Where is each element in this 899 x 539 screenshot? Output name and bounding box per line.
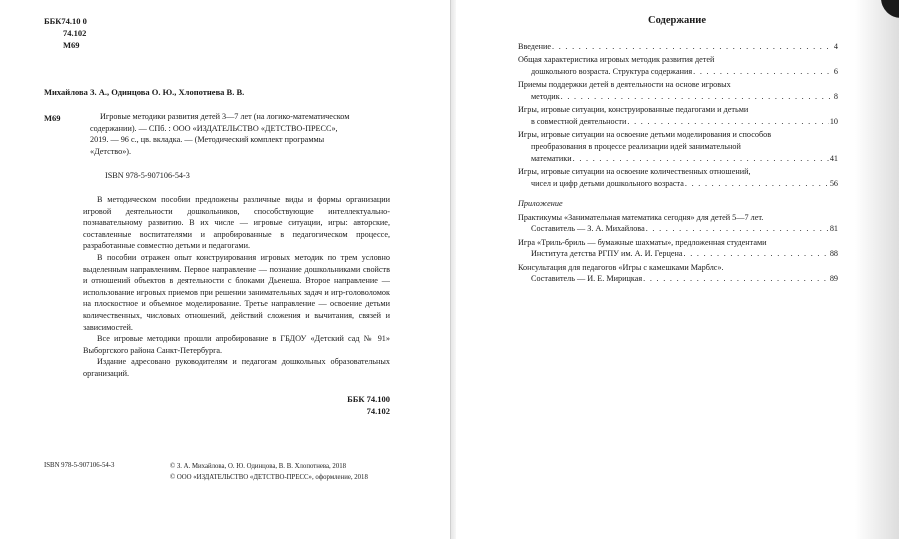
author-mark: М69: [63, 40, 80, 50]
toc-page-number: 4: [833, 42, 838, 51]
biblio-line: содержании). — СПб. : ООО «ИЗДАТЕЛЬСТВО «ДЕТСТВО-ПРЕСС»,: [90, 123, 338, 133]
toc-entry-text: Игры, игровые ситуации, конструированные педагогами и детьми: [518, 105, 749, 115]
annotation-paragraph: В методическом пособии предложены различные виды и формы организации игровой деятельности дошкольников, способствующие интеллектуально-познавательному развитию. В их числе — игровые ситуации, игры: авторские, составленные воспитателями и апробированные в педагогическом процессе, разработанные совместно детьми и педагогами.: [83, 195, 390, 251]
toc-page-number: 56: [829, 178, 838, 188]
annotation: [83, 194, 390, 380]
toc-entry-text: Консультация для педагогов «Игры с камешками Марблс».: [518, 262, 724, 272]
toc-page-number: 41: [829, 153, 838, 163]
biblio-line: Игровые методики развития детей 3—7 лет (на логико-математическом: [100, 112, 350, 121]
annotation-paragraph: В пособии отражен опыт конструирования игровых методик по трем условно выделенным направлениям. Первое направление — познание дошкольниками свойств и отношений объектов в деятельности с блоками Дьенеша. Второе направление — использование игровых приемов при решении занимательных задач и игр-головоломок на плоскостное и объемное моделирование. Третье направление — освоение детьми количественных, числовых отношений, действий сложения и вычитания, связей и зависимостей.: [83, 252, 390, 332]
toc-entry-text: преобразования в процессе реализации идей занимательной: [531, 141, 741, 151]
toc-entry-text: Составитель — З. А. Михайлова: [531, 224, 645, 234]
author-mark-label: М69: [44, 113, 61, 123]
toc-entry-text: чисел и цифр детьми дошкольного возраста: [531, 178, 684, 188]
biblio-line: 2019. — 96 с., цв. вкладка. — (Методический комплект программы: [90, 135, 325, 144]
toc-entry-text: математики: [531, 153, 572, 163]
toc-entry-text: Введение: [518, 42, 552, 51]
appendix-entry[interactable]: [518, 262, 838, 285]
table-of-contents: [518, 41, 838, 287]
bbk-bottom-block: [330, 393, 390, 417]
toc-title: Содержание: [648, 15, 706, 26]
biblio-line: «Детство»).: [90, 146, 132, 156]
toc-entry-text: Института детства РГПУ им. А. И. Герцена: [531, 249, 683, 259]
toc-page-number: 81: [829, 224, 838, 234]
toc-entry[interactable]: [518, 54, 838, 77]
appendix-heading: Приложение: [518, 199, 563, 209]
toc-entry-text: Составитель — И. Е. Мирицкая: [531, 274, 643, 284]
page-edge-shadow: [855, 0, 899, 539]
appendix-entry[interactable]: [518, 237, 838, 260]
toc-entry-text: Общая характеристика игровых методик развития детей: [518, 55, 715, 65]
toc-page-number: 8: [833, 91, 838, 101]
annotation-paragraph: Издание адресовано руководителям и педагогам дошкольных образовательных организаций.: [83, 357, 390, 378]
toc-entry-text: Игра «Триль-бриль — бумажные шахматы», предложенная студентами: [518, 237, 767, 247]
authors-line: Михайлова З. А., Одинцова О. Ю., Хлопотнева В. В.: [44, 87, 245, 97]
toc-entry[interactable]: [518, 41, 838, 53]
copyright-line: © ООО «ИЗДАТЕЛЬСТВО «ДЕТСТВО-ПРЕСС», оформление, 2018: [170, 474, 368, 481]
toc-entry-text: в совместной деятельности: [531, 116, 627, 126]
toc-entry[interactable]: [518, 79, 838, 102]
bbk-top-block: [44, 15, 87, 51]
toc-page-number: 89: [829, 274, 838, 284]
bibliographic-description: [90, 111, 390, 157]
bbk-subcode: 74.102: [63, 28, 87, 38]
footer-isbn: ISBN 978-5-907106-54-3: [44, 462, 115, 469]
appendix-entry[interactable]: [518, 212, 838, 235]
bbk-code: ББК74.10 0: [44, 16, 87, 26]
toc-entry[interactable]: [518, 166, 838, 189]
toc-entry-text: Игры, игровые ситуации на освоение детьми моделирования и способов: [518, 130, 772, 140]
annotation-paragraph: Все игровые методики прошли апробирование в ГБДОУ «Детский сад № 91» Выборгского района Санкт-Петербурга.: [83, 334, 390, 355]
bbk-bottom-subcode: 74.102: [366, 406, 390, 416]
toc-entry-text: Игры, игровые ситуации на освоение количественных отношений,: [518, 166, 751, 176]
toc-entry-text: методик: [531, 91, 560, 101]
toc-page-number: 88: [829, 249, 838, 259]
copyright-block: [170, 461, 368, 483]
toc-entry[interactable]: [518, 104, 838, 127]
toc-page-number: 6: [833, 66, 838, 76]
isbn: ISBN 978-5-907106-54-3: [105, 171, 190, 180]
copyright-line: © З. А. Михайлова, О. Ю. Одинцова, В. В. Хлопотнева, 2018: [170, 463, 347, 470]
toc-entry-text: дошкольного возраста. Структура содержания: [531, 66, 693, 76]
right-page: [455, 0, 899, 539]
bbk-bottom-code: ББК 74.100: [347, 394, 390, 404]
toc-entry[interactable]: [518, 129, 838, 164]
toc-page-number: 10: [829, 116, 838, 126]
toc-entry-text: Приемы поддержки детей в деятельности на основе игровых: [518, 80, 731, 90]
toc-entry-text: Практикумы «Занимательная математика сегодня» для детей 5—7 лет.: [518, 212, 764, 222]
